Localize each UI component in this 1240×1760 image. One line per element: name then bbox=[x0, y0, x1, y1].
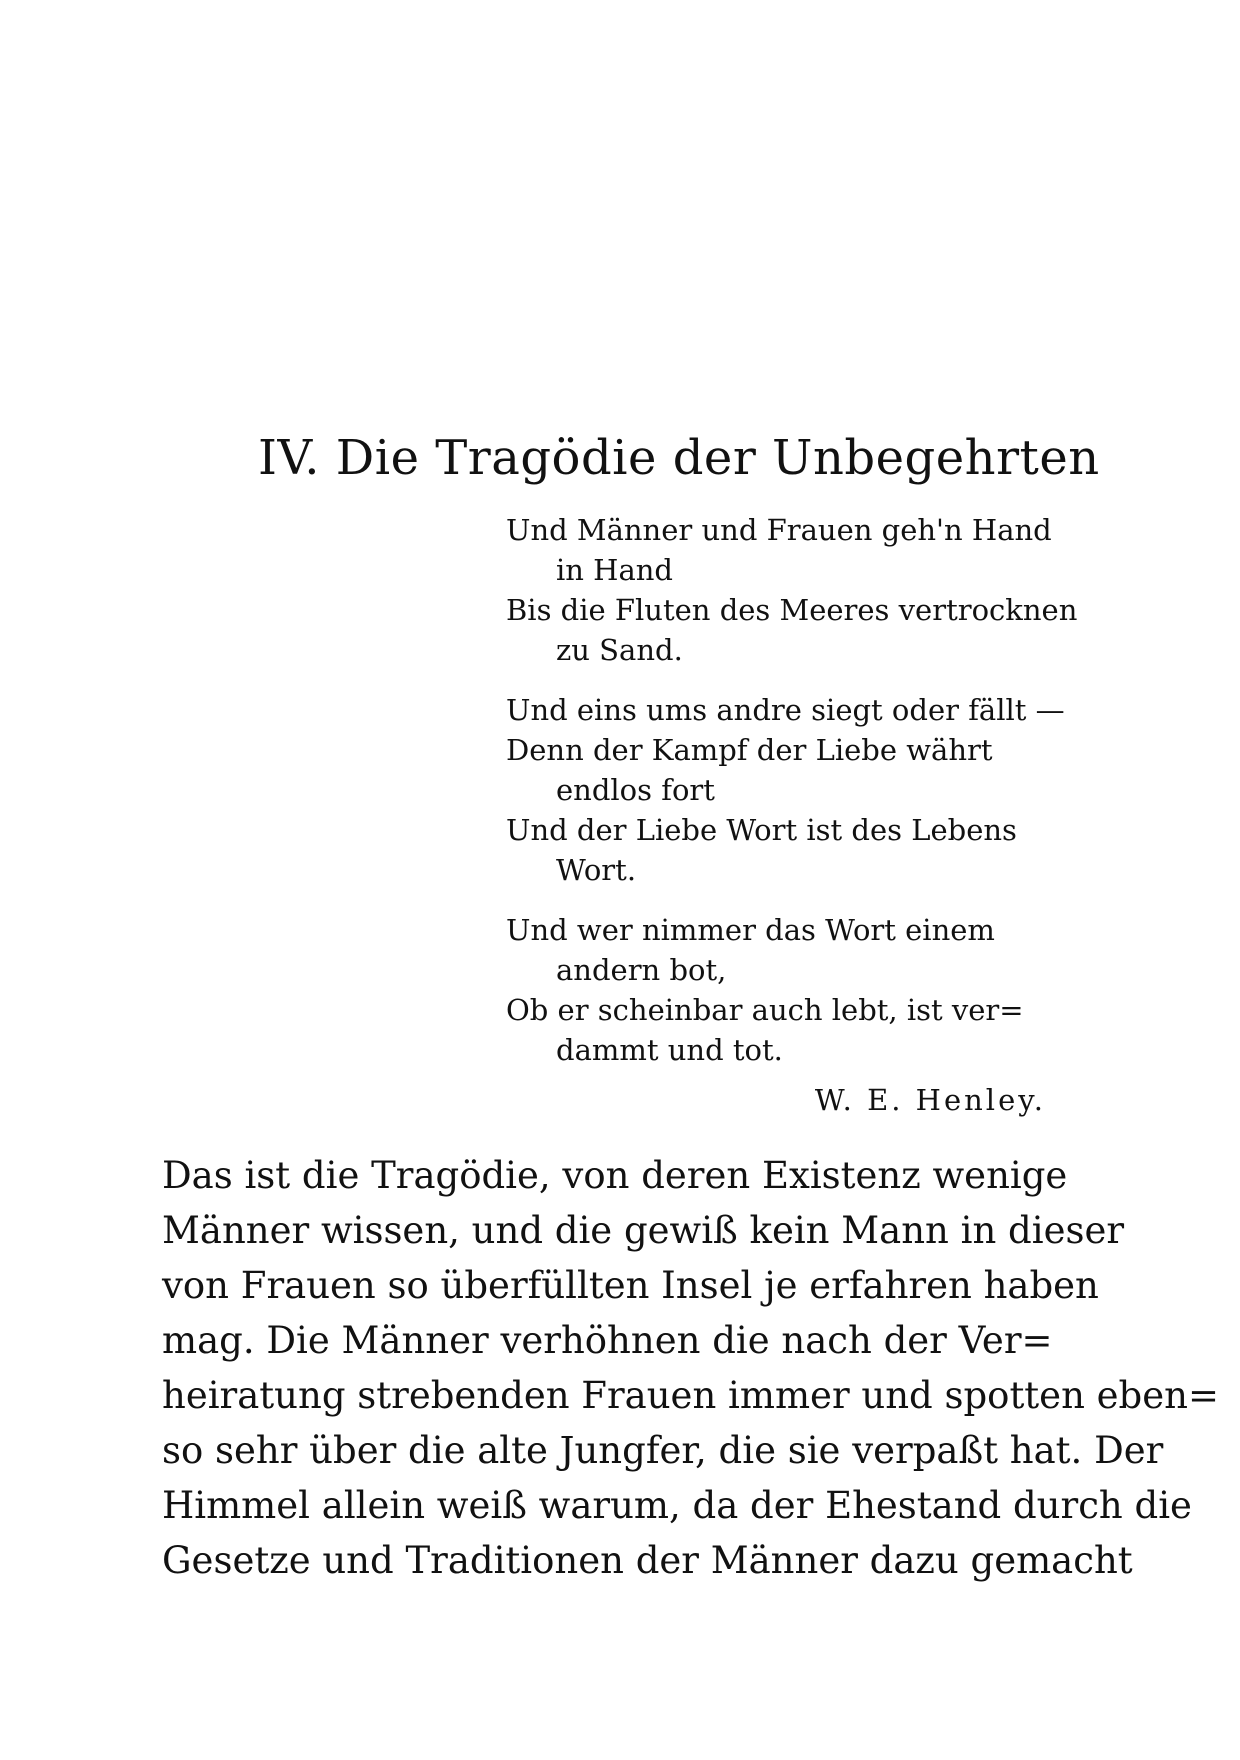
body-line: so sehr über die alte Jungfer, die sie verpaßt hat. Der bbox=[162, 1429, 1164, 1472]
verse-line: Und eins ums andre siegt oder fällt — bbox=[506, 693, 1065, 727]
body-paragraph bbox=[162, 1148, 1219, 1588]
body-line: von Frauen so überfüllten Insel je erfahren haben bbox=[162, 1264, 1099, 1307]
verse-line: Und der Liebe Wort ist des Lebens bbox=[506, 813, 1017, 847]
epigraph-stanza-1 bbox=[506, 510, 1078, 670]
body-line: Gesetze und Traditionen der Männer dazu gemacht bbox=[162, 1539, 1133, 1582]
body-line: heiratung strebenden Frauen immer und spotten eben= bbox=[162, 1374, 1219, 1417]
verse-line: Bis die Fluten des Meeres vertrocknen bbox=[506, 593, 1078, 627]
verse-line: in Hand bbox=[556, 553, 673, 587]
body-line: Männer wissen, und die gewiß kein Mann in dieser bbox=[162, 1209, 1125, 1252]
body-line: Himmel allein weiß warum, da der Ehestand durch die bbox=[162, 1484, 1192, 1527]
verse-line: Wort. bbox=[556, 853, 637, 887]
verse-line: Und Männer und Frauen geh'n Hand bbox=[506, 513, 1052, 547]
verse-line: dammt und tot. bbox=[556, 1033, 783, 1067]
chapter-title: IV. Die Tragödie der Unbegehrten bbox=[258, 430, 1100, 486]
verse-line: zu Sand. bbox=[556, 633, 683, 667]
epigraph-stanza-3 bbox=[506, 910, 1046, 1070]
verse-line: andern bot, bbox=[556, 953, 727, 987]
verse-line: Und wer nimmer das Wort einem bbox=[506, 913, 995, 947]
body-line: Das ist die Tragödie, von deren Existenz wenige bbox=[162, 1154, 1068, 1197]
verse-line: Denn der Kampf der Liebe währt bbox=[506, 733, 993, 767]
verse-line: endlos fort bbox=[556, 773, 715, 807]
body-line: mag. Die Männer verhöhnen die nach der Ver= bbox=[162, 1319, 1053, 1362]
epigraph-stanza-2 bbox=[506, 690, 1065, 890]
epigraph-attribution: W. E. Henley. bbox=[814, 1083, 1046, 1117]
epigraph bbox=[506, 510, 1078, 1120]
verse-line: Ob er scheinbar auch lebt, ist ver= bbox=[506, 993, 1024, 1027]
